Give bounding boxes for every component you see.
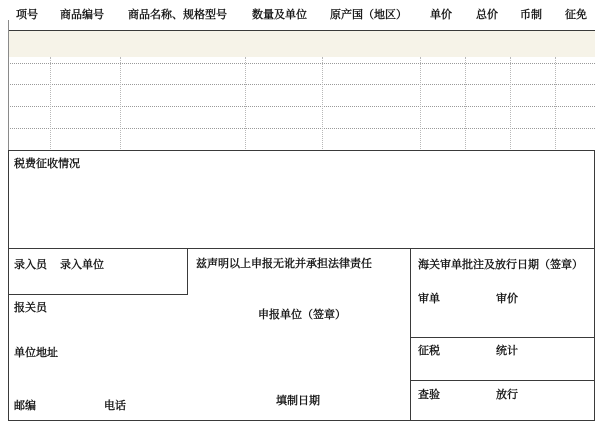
price-review-label: 审价 [496, 292, 518, 305]
header-product-name-spec: 商品名称、规格型号 [128, 8, 227, 21]
header-origin-country: 原产国（地区） [330, 8, 407, 21]
entry-clerk-label: 录入员 [14, 258, 47, 271]
column-guide [322, 57, 323, 149]
left-border-top [8, 20, 9, 150]
header-unit-price: 单价 [430, 8, 452, 21]
bottom-section-top-line [8, 248, 595, 249]
column-guide [465, 57, 466, 149]
customs-column-left-line [410, 248, 411, 420]
column-guide [120, 57, 121, 149]
header-shade-band [8, 31, 595, 57]
declaration-statement: 兹声明以上申报无讹并承担法律责任 [196, 257, 372, 270]
inspection-label: 查验 [418, 388, 440, 401]
tax-section-top-line [8, 150, 595, 151]
column-guide [510, 57, 511, 149]
header-total-price: 总价 [476, 8, 498, 21]
header-quantity-unit: 数量及单位 [252, 8, 307, 21]
fill-date-label: 填制日期 [276, 394, 320, 407]
declaring-unit-label: 申报单位（签章） [258, 308, 346, 321]
entry-box-right-line [187, 248, 188, 295]
phone-label: 电话 [104, 399, 126, 412]
bottom-border [8, 420, 595, 421]
statistics-label: 统计 [496, 344, 518, 357]
item-row-line [8, 106, 595, 107]
tax-section-label: 税费征收情况 [14, 157, 80, 170]
header-tax-exemption: 征免 [565, 8, 587, 21]
column-guide [50, 57, 51, 149]
item-row-line [8, 128, 595, 129]
header-product-code: 商品编号 [60, 8, 104, 21]
column-guide [555, 57, 556, 149]
header-item-no: 项号 [16, 8, 38, 21]
tax-collection-label: 征税 [418, 344, 440, 357]
entry-box-bottom-line [8, 294, 188, 295]
unit-address-label: 单位地址 [14, 346, 58, 359]
postal-code-label: 邮编 [14, 399, 36, 412]
item-row-line [8, 63, 595, 64]
customs-approval-label: 海关审单批注及放行日期（签章） [418, 258, 583, 271]
column-guide [420, 57, 421, 149]
column-guide [245, 57, 246, 149]
release-label: 放行 [496, 388, 518, 401]
review-label: 审单 [418, 292, 440, 305]
left-border [8, 150, 9, 420]
item-row-line [8, 84, 595, 85]
header-currency: 币制 [520, 8, 542, 21]
declarant-label: 报关员 [14, 301, 47, 314]
customs-divider-1 [410, 337, 595, 338]
entry-unit-label: 录入单位 [60, 258, 104, 271]
customs-divider-2 [410, 380, 595, 381]
